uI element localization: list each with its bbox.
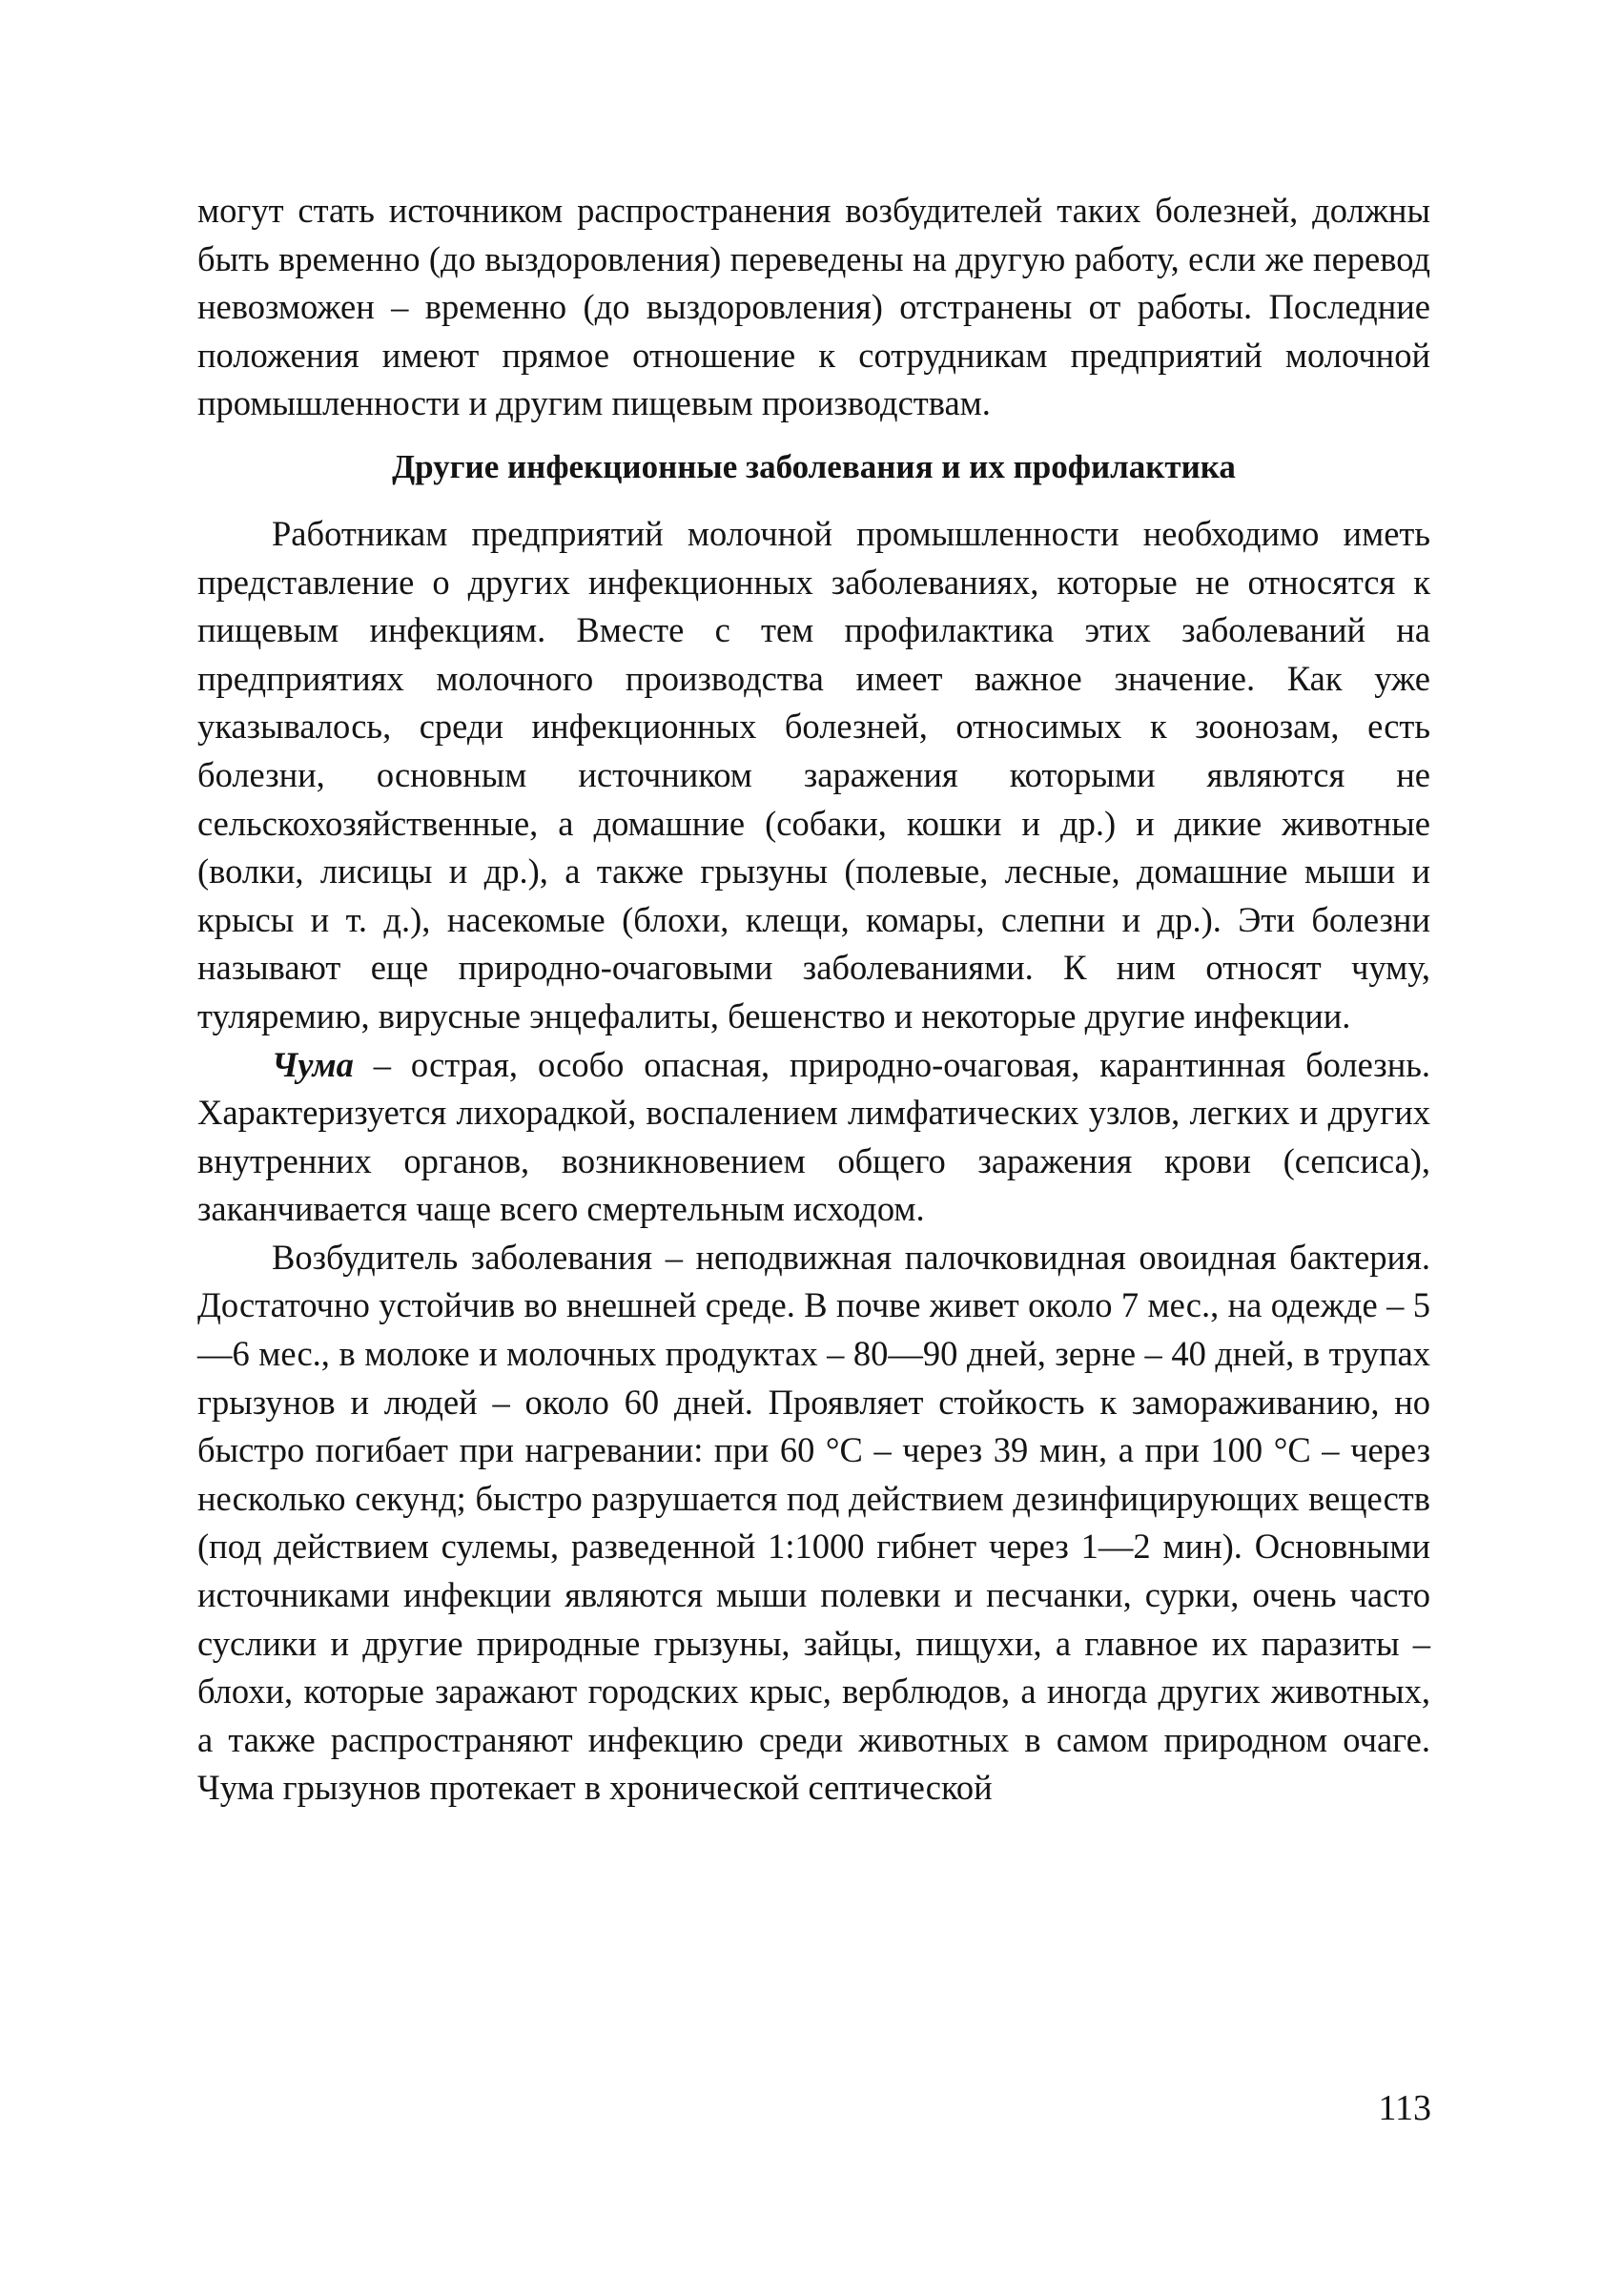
paragraph-plague-definition xyxy=(197,1041,1430,1234)
page-body xyxy=(197,187,1430,1813)
paragraph-natural-focal-diseases: Работникам предприятий молочной промышленности необходимо иметь представление о других инфекционных заболеваниях, которые не относятся к пищевым инфекциям. Вместе с тем профилактика этих заболеваний на предприятиях молочного производства имеет важное значение. Как уже указывалось, среди инфекционных болезней, относимых к зоонозам, есть болезни, основным источником заражения которыми являются не сельскохозяйственные, а домашние (собаки, кошки и др.) и дикие животные (волки, лисицы и др.), а также грызуны (полевые, лесные, домашние мыши и крысы и т. д.), насекомые (блохи, клещи, комары, слепни и др.). Эти болезни называют еще природно-очаговыми заболеваниями. К ним относят чуму, туляремию, вирусные энцефалиты, бешенство и некоторые другие инфекции. xyxy=(197,513,1430,1035)
section-heading: Другие инфекционные заболевания и их профилактика xyxy=(392,447,1236,485)
paragraph-continuation: могут стать источником распространения возбудителей таких болезней, должны быть временно (до выздоровления) переведены на другую работу, если же перевод невозможен – временно (до выздоровления) отстранены от работы. Последние положения имеют прямое отношение к сотрудникам предприятий молочной промышленности и другим пищевым производствам. xyxy=(197,191,1430,423)
plague-definition-text: – острая, особо опасная, природно-очаговая, карантинная болезнь. Характеризуется лихорадкой, воспалением лимфатических узлов, легких и других внутренних органов, возникновением общего заражения крови (сепсиса), заканчивается чаще всего смертельным исходом. xyxy=(197,1044,1430,1229)
plague-term: Чума xyxy=(272,1044,354,1084)
page-number: 113 xyxy=(1378,2088,1431,2128)
paragraph-plague-pathogen: Возбудитель заболевания – неподвижная палочковидная овоидная бактерия. Достаточно устойчив во внешней среде. В почве живет около 7 мес., на одежде – 5—6 мес., в молоке и молочных продуктах – 80—90 дней, зерне – 40 дней, в трупах грызунов и людей – около 60 дней. Проявляет стойкость к замораживанию, но быстро погибает при нагревании: при 60 °С – через 39 мин, а при 100 °С – через несколько секунд; быстро разрушается под действием дезинфицирующих веществ (под действием сулемы, разведенной 1:1000 гибнет через 1—2 мин). Основными источниками инфекции являются мыши полевки и песчанки, сурки, очень часто суслики и другие природные грызуны, зайцы, пищухи, а главное их паразиты – блохи, которые заражают городских крыс, верблюдов, а иногда других животных, а также распространяют инфекцию среди животных в самом природном очаге. Чума грызунов протекает в хронической септической xyxy=(197,1237,1430,1808)
